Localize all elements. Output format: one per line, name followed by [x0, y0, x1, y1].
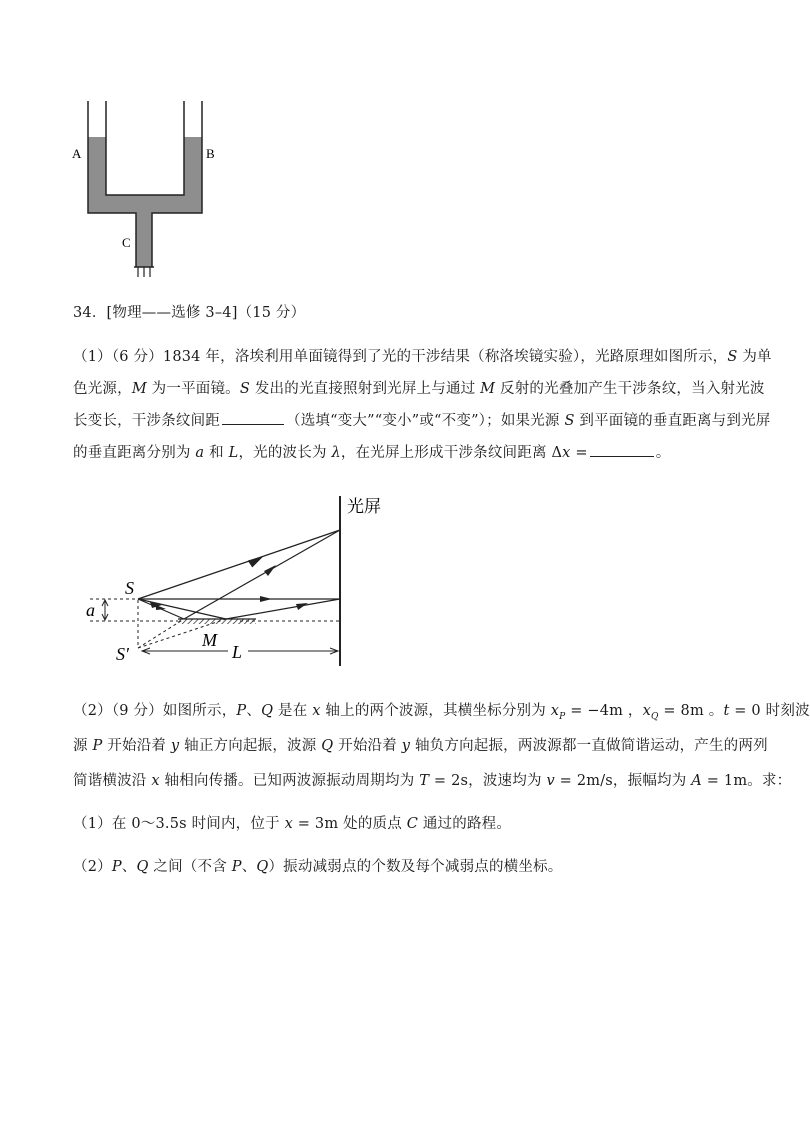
label-l: L — [232, 642, 243, 662]
part1-line1: （1）（6 分）1834 年，洛埃利用单面镜得到了光的干涉结果（称洛埃镜实验），光路原理如图所示，S 为单 — [73, 349, 772, 365]
screen-label: 光屏 — [347, 497, 381, 516]
answer-blank-1[interactable] — [222, 412, 284, 425]
part2-question1: （1）在 0～3.5s 时间内，位于 x = 3m 处的质点 C 通过的路程。 — [73, 816, 512, 832]
label-s-prime: S′ — [116, 644, 129, 664]
part1-line3: 长变长，干涉条纹间距 （选填“变大”“变小”或“不变”）；如果光源 S 到平面镜的垂直距离与到光屏 — [73, 413, 771, 429]
lloyd-mirror-figure — [80, 488, 420, 673]
label-s: S — [125, 578, 134, 598]
ray-reflected-upper — [184, 530, 340, 619]
label-m: M — [202, 630, 217, 650]
ray-reflected-lower — [226, 599, 340, 619]
answer-blank-2[interactable] — [590, 444, 654, 457]
part2-line3: 简谐横波沿 x 轴相向传播。已知两波源振动周期均为 T = 2s，波速均为 v = 2m/s，振幅均为 A = 1m。求： — [73, 773, 792, 789]
label-c: C — [122, 235, 131, 250]
label-a-dim: a — [86, 600, 95, 620]
part2-line2: 源 P 开始沿着 y 轴正方向起振，波源 Q 开始沿着 y 轴负方向起振，两波源都一直做简谐运动，产生的两列 — [73, 738, 768, 754]
part2-question2: （2）P、Q 之间（不含 P、Q）振动减弱点的个数及每个减弱点的横坐标。 — [73, 859, 563, 875]
u-tube-figure — [70, 95, 240, 285]
label-a: A — [72, 146, 82, 161]
part2-line1: （2）（9 分）如图所示，P、Q 是在 x 轴上的两个波源，其横坐标分别为 $x_P = -4m$ ，$x_Q = 8m$ 。t = 0 时刻波 — [73, 703, 810, 722]
mirror-m — [178, 619, 256, 624]
question-header: 34．[物理——选修 3–4]（15 分） — [73, 305, 306, 321]
part1-line4: 的垂直距离分别为 a 和 L，光的波长为 λ，在光屏上形成干涉条纹间距离 Δx = 。 — [73, 445, 671, 461]
ray-direct-upper — [138, 530, 340, 599]
label-b: B — [206, 146, 215, 161]
liquid-fill — [88, 137, 202, 267]
part1-line2: 色光源，M 为一平面镜。S 发出的光直接照射到光屏上与通过 M 反射的光叠加产生干涉条纹，当入射光波 — [73, 381, 765, 397]
